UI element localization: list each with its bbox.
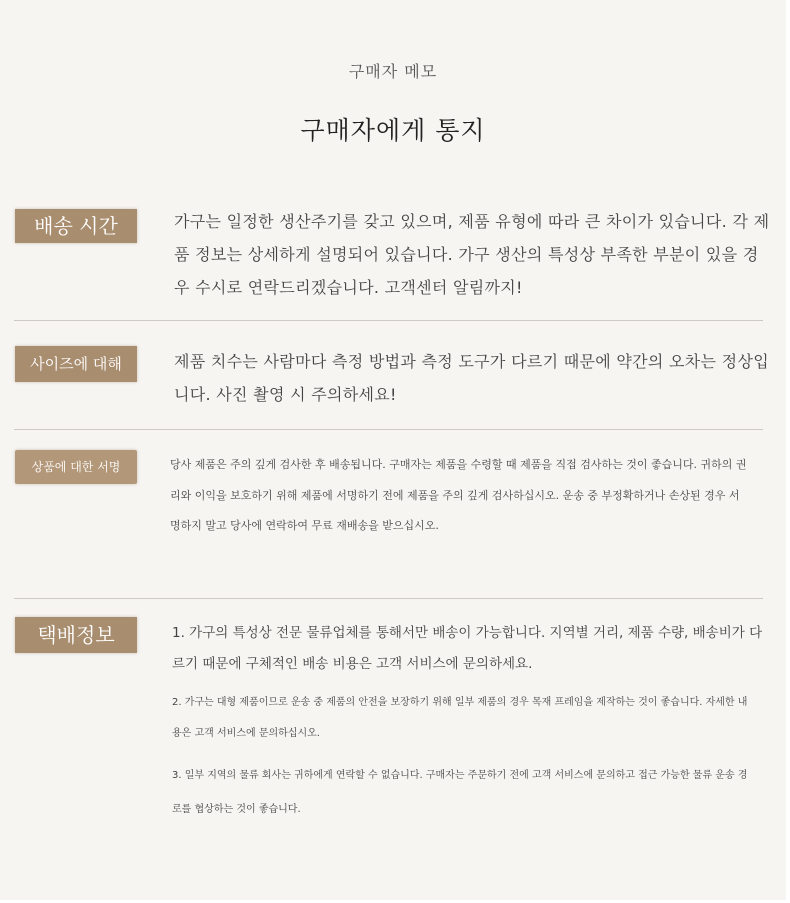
section-divider <box>14 320 763 321</box>
section-divider <box>14 429 763 430</box>
page-subtitle: 구매자 메모 <box>348 62 438 81</box>
page-edge <box>786 0 790 903</box>
product-sign-text: 당사 제품은 주의 깊게 검사한 후 배송됩니다. 구매자는 제품을 수령할 때 제품을 직접 검사하는 것이 좋습니다. 귀하의 권리와 이익을 보호하기 위해 제품에 서명하기 전에 제품을 주의 깊게 검사하십시오. 운송 중 부정확하거나 손상된 경우 서명하지 말고 당사에 연락하여 무료 재배송을 받으십시오. <box>170 458 747 532</box>
size-text: 제품 치수는 사람마다 측정 방법과 측정 도구가 다르기 때문에 약간의 오차는 정상입니다. 사진 촬영 시 주의하세요! <box>174 352 769 404</box>
delivery-time-text: 가구는 일정한 생산주기를 갖고 있으며, 제품 유형에 따라 큰 차이가 있습니다. 각 제품 정보는 상세하게 설명되어 있습니다. 가구 생산의 특성상 부족한 부분이 있을 경우 수시로 연락드리겠습니다. 고객센터 알림까지! <box>174 212 770 297</box>
section-divider <box>14 598 763 599</box>
delivery-time-tag: 배송 시간 <box>15 209 137 243</box>
page-title: 구매자에게 통지 <box>300 116 486 145</box>
shipping-info-tag: 택배정보 <box>15 617 137 653</box>
size-tag: 사이즈에 대해 <box>15 346 137 382</box>
product-sign-tag: 상품에 대한 서명 <box>15 450 137 484</box>
shipping-item-3: 3. 일부 지역의 물류 회사는 귀하에게 연락할 수 없습니다. 구매자는 주문하기 전에 고객 서비스에 문의하고 접근 가능한 물류 운송 경로를 협상하는 것이 좋습니다. <box>172 770 748 815</box>
shipping-item-1: 1. 가구의 특성상 전문 물류업체를 통해서만 배송이 가능합니다. 지역별 거리, 제품 수량, 배송비가 다르기 때문에 구체적인 배송 비용은 고객 서비스에 문의하세요. <box>172 625 763 672</box>
shipping-item-2: 2. 가구는 대형 제품이므로 운송 중 제품의 안전을 보장하기 위해 일부 제품의 경우 목재 프레임을 제작하는 것이 좋습니다. 자세한 내용은 고객 서비스에 문의하십시오. <box>172 697 748 739</box>
